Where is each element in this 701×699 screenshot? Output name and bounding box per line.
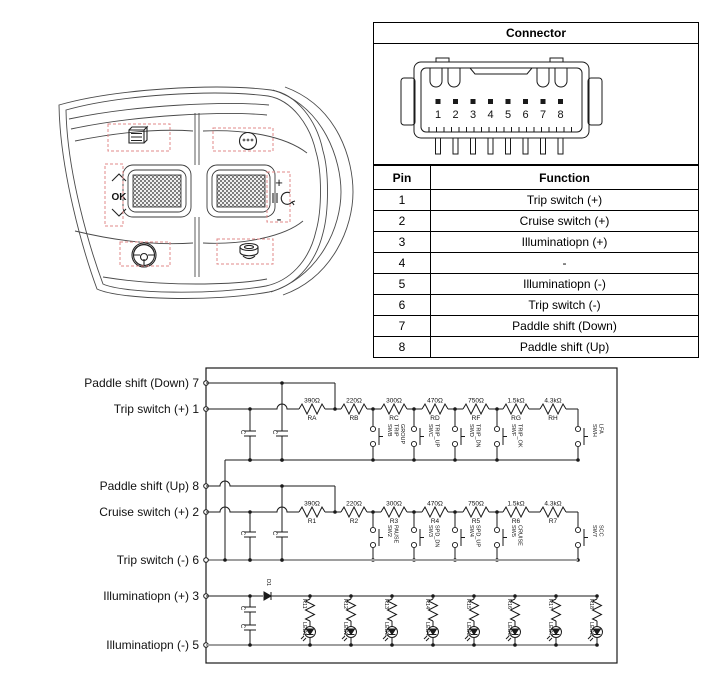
menu-list-icon[interactable] (129, 127, 147, 143)
svg-text:LED2: LED2 (342, 622, 348, 636)
svg-text:SWC: SWC (427, 424, 433, 437)
resume-arrow-icon[interactable] (281, 192, 295, 205)
svg-text:R16: R16 (506, 599, 512, 610)
svg-text:390Ω: 390Ω (304, 397, 320, 405)
function-cell: Paddle shift (Down) (431, 316, 699, 337)
svg-text:SCC: SCC (597, 525, 604, 537)
connector-pin-number: 3 (469, 109, 477, 121)
table-row (374, 337, 698, 358)
svg-text:LED7: LED7 (547, 622, 553, 636)
circuit-pin-label: Paddle shift (Down) 7 (84, 376, 199, 390)
connector-drawing (374, 44, 698, 164)
pin-cell: 4 (374, 253, 431, 274)
svg-text:LED1: LED1 (301, 622, 307, 636)
connector-panel (373, 22, 699, 358)
svg-text:R14: R14 (424, 599, 430, 610)
svg-text:TRIP_OK: TRIP_OK (516, 424, 523, 448)
svg-text:SWD: SWD (468, 424, 474, 437)
steering-wheel-drawing (45, 80, 365, 310)
connector-pin-number: 7 (539, 109, 547, 121)
function-cell: - (431, 253, 699, 274)
circuit-pin-label: Cruise switch (+) 2 (99, 505, 199, 519)
svg-text:R11: R11 (301, 599, 307, 609)
svg-text:SW7: SW7 (591, 525, 597, 537)
svg-text:LED5: LED5 (465, 622, 471, 636)
svg-text:R1: R1 (307, 518, 317, 525)
svg-text:RF: RF (471, 415, 481, 422)
svg-text:TRIP_UP: TRIP_UP (433, 424, 440, 448)
svg-text:R4: R4 (430, 518, 440, 525)
svg-text:RC: RC (389, 415, 399, 422)
function-cell: Paddle shift (Up) (431, 337, 699, 358)
svg-text:R17: R17 (547, 599, 553, 610)
svg-text:C: C (239, 430, 245, 435)
svg-text:RH: RH (548, 415, 558, 422)
svg-text:C: C (239, 606, 245, 611)
svg-text:R2: R2 (349, 518, 359, 525)
svg-text:SPD_UP: SPD_UP (474, 525, 481, 548)
steering-wheel-illustration (45, 80, 365, 310)
svg-text:LED3: LED3 (383, 622, 389, 636)
svg-text:SWF: SWF (510, 424, 516, 437)
svg-text:220Ω: 220Ω (346, 397, 362, 405)
svg-text:390Ω: 390Ω (304, 500, 320, 508)
svg-text:470Ω: 470Ω (427, 397, 443, 405)
ok-button-label[interactable]: OK (111, 192, 127, 203)
svg-text:LED6: LED6 (506, 622, 512, 636)
pin-header: Pin (374, 166, 431, 190)
svg-text:R13: R13 (383, 599, 389, 610)
svg-text:D1: D1 (265, 579, 271, 587)
table-header-row (374, 166, 698, 190)
table-row (374, 295, 698, 316)
table-row (374, 316, 698, 337)
svg-text:SW2: SW2 (386, 525, 392, 537)
svg-text:220Ω: 220Ω (346, 500, 362, 508)
function-header: Function (431, 166, 699, 190)
svg-text:R7: R7 (548, 518, 558, 525)
connector-pin-number: 6 (522, 109, 529, 121)
circuit-diagram (0, 360, 701, 699)
pin-cell: 1 (374, 190, 431, 211)
pin-cell: 5 (374, 274, 431, 295)
table-row (374, 232, 698, 253)
svg-text:C: C (239, 531, 245, 536)
svg-text:SPD_DN: SPD_DN (433, 525, 440, 548)
svg-text:PAUSE: PAUSE (392, 525, 399, 544)
pin-cell: 3 (374, 232, 431, 253)
svg-text:R12: R12 (342, 599, 348, 610)
voice-command-icon-dots (243, 139, 253, 141)
pin-cell: 7 (374, 316, 431, 337)
pin-function-table (374, 165, 698, 357)
connector-pin-number: 4 (487, 109, 494, 121)
pin-cell: 8 (374, 337, 431, 358)
svg-text:1.5kΩ: 1.5kΩ (507, 500, 525, 508)
svg-text:C: C (239, 624, 245, 629)
table-row (374, 211, 698, 232)
connector-figure (374, 44, 698, 165)
svg-text:R18: R18 (588, 599, 594, 610)
svg-text:750Ω: 750Ω (468, 500, 484, 508)
svg-text:SW5: SW5 (510, 525, 516, 537)
circuit-pin-label: Trip switch (+) 1 (113, 402, 199, 416)
function-cell: Trip switch (-) (431, 295, 699, 316)
svg-text:1.5kΩ: 1.5kΩ (507, 397, 525, 405)
svg-text:GROUP: GROUP (399, 424, 405, 445)
volume-minus-label[interactable]: - (276, 211, 282, 228)
table-row (374, 274, 698, 295)
svg-text:R15: R15 (465, 599, 471, 610)
svg-text:RB: RB (349, 415, 359, 422)
scroll-wheels[interactable] (123, 165, 275, 217)
function-cell: Trip switch (+) (431, 190, 699, 211)
svg-text:750Ω: 750Ω (468, 397, 484, 405)
connector-pin-number: 8 (557, 109, 564, 121)
connector-pin-number: 5 (504, 109, 512, 121)
svg-text:RA: RA (307, 415, 317, 422)
connector-pin-number: 1 (434, 109, 442, 121)
function-cell: Illuminatiopn (+) (431, 232, 699, 253)
circuit-pin-label: Illuminatiopn (-) 5 (106, 638, 199, 652)
svg-text:SWH: SWH (591, 424, 597, 437)
circuit-pin-label: Paddle shift (Up) 8 (99, 479, 199, 493)
svg-text:LFA: LFA (597, 424, 604, 434)
volume-plus-label[interactable]: + (275, 175, 283, 190)
function-cell: Cruise switch (+) (431, 211, 699, 232)
svg-text:300Ω: 300Ω (386, 397, 402, 405)
svg-text:4.3kΩ: 4.3kΩ (544, 500, 562, 508)
table-row (374, 253, 698, 274)
circuit-pin-label: Trip switch (-) 6 (116, 553, 199, 567)
table-row (374, 190, 698, 211)
connector-pin-number: 2 (452, 109, 459, 121)
pin-cell: 2 (374, 211, 431, 232)
svg-text:SW4: SW4 (468, 525, 474, 537)
svg-text:TRIP: TRIP (392, 424, 399, 437)
voice-command-icon-mouth (242, 147, 254, 150)
svg-text:470Ω: 470Ω (427, 500, 443, 508)
svg-text:SW3: SW3 (427, 525, 433, 537)
svg-text:TRIP_DN: TRIP_DN (474, 424, 481, 448)
svg-text:R6: R6 (511, 518, 521, 525)
svg-text:C: C (271, 531, 277, 536)
up-arrow-icon[interactable] (112, 174, 126, 181)
circuit-pin-label: Illuminatiopn (+) 3 (103, 589, 199, 603)
svg-text:R3: R3 (389, 518, 399, 525)
pin-cell: 6 (374, 295, 431, 316)
svg-text:LED8: LED8 (588, 622, 594, 636)
svg-text:300Ω: 300Ω (386, 500, 402, 508)
svg-text:R5: R5 (471, 518, 481, 525)
svg-text:SWB: SWB (386, 424, 392, 437)
svg-text:RD: RD (430, 415, 440, 422)
wheel-outline (59, 87, 353, 298)
speaker-icon[interactable] (240, 244, 258, 251)
svg-text:LED4: LED4 (424, 622, 430, 636)
svg-text:CRUISE: CRUISE (516, 525, 523, 546)
function-cell: Illuminatiopn (-) (431, 274, 699, 295)
svg-text:4.3kΩ: 4.3kΩ (544, 397, 562, 405)
connector-title: Connector (374, 23, 698, 44)
svg-text:C: C (271, 430, 277, 435)
svg-text:RG: RG (511, 415, 521, 422)
